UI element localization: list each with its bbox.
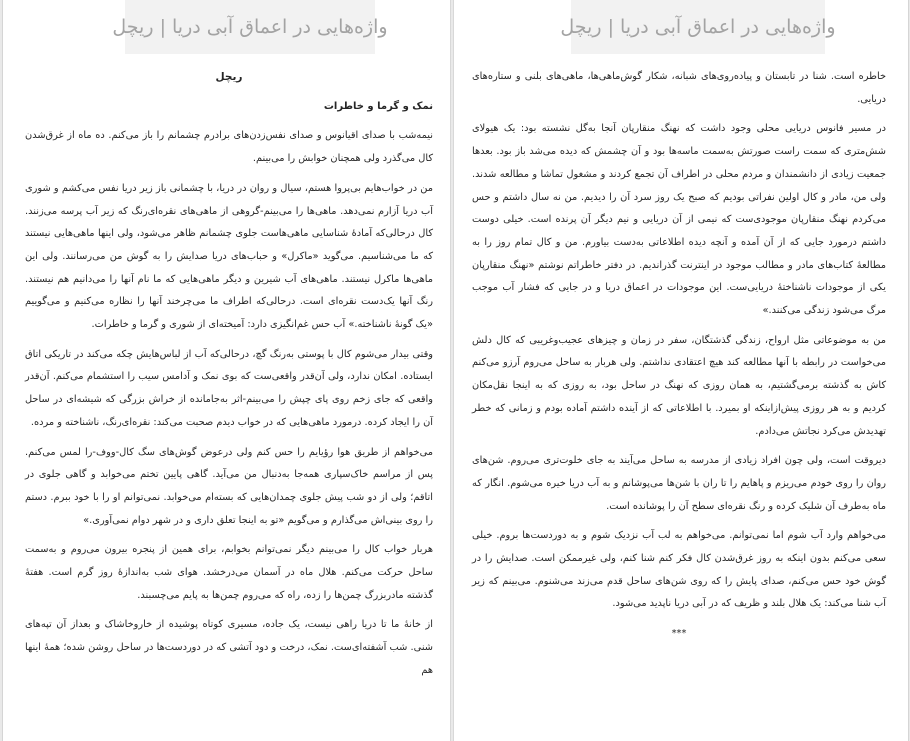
right-page (454, 0, 909, 741)
paragraph: هربار خواب کال را می‌بینم دیگر نمی‌توانم بخوابم، برای همین از پنجره بیرون می‌روم و به‌سمت ساحل حرکت می‌کنم. هلال ماه در آسمان می‌درخشد. هوای شب به‌اندازهٔ روز گرم است. هفتهٔ گذشته مادربزرگ چمن‌ها را زده، راه که می‌روم چمن‌ها به پایم می‌چسبند. (25, 544, 433, 601)
paragraph: وقتی بیدار می‌شوم کال با پوستی به‌رنگ گچ، درحالی‌که آب از لباس‌هایش چکه می‌کند در تاریکی اتاق ایستاده. امکان ندارد، ولی آن‌قدر واقعی‌ست که بوی نمک و آدامس سیب را استشمام می‌کنم. آن‌قدر واقعی که جای زخم روی پای چپش را می‌بینم-اثر به‌جامانده از خراش بزرگی که شیشه‌ای در ساحل آن را ایجاد کرده. درمورد ماهی‌هایی که در خواب دیدم صحبت می‌کند: نقره‌ای‌رنگ، ناشناخته و مرده. (25, 348, 433, 428)
left-page (2, 0, 451, 741)
section-title: نمک و گرما و خاطرات (323, 100, 433, 112)
paragraph: دیروقت است، ولی چون افراد زیادی از مدرسه به ساحل می‌آیند به جای خلوت‌تری می‌روم. شن‌های روان را روی خودم می‌ریزم و پاهایم را تا ران با شن‌ها می‌پوشانم و به آب دریا خیره می‌شوم. انگار که ماه به‌طرف آن شلیک کرده و رنگ نقره‌ای سطح آن را پوشانده است. (472, 455, 886, 512)
paragraph: می‌خواهم وارد آب شوم اما نمی‌توانم. می‌خواهم به لب آب نزدیک شوم و به دوردست‌ها بروم. خیلی سعی می‌کنم بدون اینکه به روز غرق‌شدن کال فکر کنم شنا کنم، ولی غیرممکن است. صدایش را در گوش خود حس می‌کنم، صدای پایش را که روی شن‌های ساحل قدم می‌زند می‌شنوم. می‌بینم که زیر آب شنا می‌کند: یک هلال بلند و ظریف که در آبی دریا ناپدید می‌شود. (472, 530, 886, 610)
paragraph: در مسیر فانوس دریایی محلی وجود داشت که نهنگ منقارپان آنجا به‌گل نشسته بود: یک هیولای شش‌متری که سمت راست صورتش به‌سمت ماسه‌ها بود و آن چشمش که دیده می‌شد باز بود. بعدها جمعیت زیادی از دانشمندان و مردم محلی در اطراف آن تجمع کردند و مشغول تماشا و مطالعه شدند. ولی من، مادر و کال اولین نفراتی بودیم که صبح یک روز سرد آن را دیدیم. من نه سال داشتم و حس می‌کردم نهنگ منقارپان موجودی‌ست که نیمی از آن دریایی و نیم دیگر آن پرنده است. خیلی دوست داشتم درمورد جایی که از آن آمده و آنچه دیده اطلاعاتی به‌دست بیاورم. من و کال تمام روز را به مطالعهٔ کتاب‌های مادر و مطالب موجود در اینترنت گذراندیم. در دفتر خاطراتم نوشتم «نهنگ منقارپان یکی از موجودات ناشناختهٔ دریایی‌ست. این موجودات در اعماق دریا و در جایی که فشار آب موجب مرگ می‌شود زندگی می‌کنند.» (472, 123, 886, 317)
paragraph: نیمه‌شب با صدای اقیانوس و صدای نفس‌زدن‌های برادرم چشمانم را باز می‌کنم. ده ماه از غرق‌شدن کال می‌گذرد ولی همچنان خوابش را می‌بینم. (25, 130, 433, 165)
running-header: واژه‌هایی در اعماق آبی دریا | ریچل (125, 0, 375, 54)
paragraph: از خانهٔ ما تا دریا راهی نیست، یک جاده، مسیری کوتاه پوشیده از خاروخاشاک و بعداز آن تپه‌های شنی. شب آشفته‌ای‌ست. نمک، درخت و دود آتشی که در دوردست‌ها در ساحل روشن شده؛ همهٔ اینها هم (25, 619, 433, 676)
page-body (25, 66, 433, 690)
page-body (472, 66, 886, 653)
running-header: واژه‌هایی در اعماق آبی دریا | ریچل (571, 0, 825, 54)
paragraph: من به موضوعاتی مثل ارواح، زندگی گذشتگان، سفر در زمان و چیزهای عجیب‌وغریبی که کال دلش می‌خواست در رابطه با آنها مطالعه کند هیچ اعتقادی نداشتم. ولی هربار به ساحل می‌روم آرزو می‌کنم کاش به گذشته برمی‌گشتیم، به همان روزی که نهنگ در ساحل بود، به روزی که به اینجا نقل‌مکان کردیم و به هر روزی پیش‌ازاینکه او بمیرد. با اطلاعاتی که از آینده داشتم آماده بودم و زمانی که خطر تهدیدش می‌کرد نجاتش می‌دادم. (472, 334, 886, 437)
paragraph: می‌خواهم از طریق هوا رؤیایم را حس کنم ولی درعوض گوش‌های سگ کال-ووف-را لمس می‌کنم. پس از مراسم خاک‌سپاری همه‌جا به‌دنبال من می‌آید. گاهی پایین تختم می‌خوابد و گاهی جلوی در اتاقم؛ ولی از دو شب پیش جلوی چمدان‌هایی که بسته‌ام می‌خوابد. نمی‌توانم او را با خود ببرم. دستم را روی بینی‌اش می‌گذارم و می‌گویم «تو به اینجا تعلق داری و در شهر دوام نمی‌آوری.» (25, 446, 433, 526)
chapter-title: ریچل (215, 71, 243, 83)
paragraph: خاطره است. شنا در تابستان و پیاده‌روی‌های شبانه، شکار گوش‌ماهی‌ها، ماهی‌های بلنی و ستاره‌های دریایی. (472, 71, 886, 105)
scene-separator: *** (671, 628, 687, 640)
paragraph: من در خواب‌هایم بی‌پروا هستم، سیال و روان در دریا، با چشمانی باز زیر دریا نفس می‌کشم و شوری آب دریا آزارم نمی‌دهد. ماهی‌ها را می‌بینم-گروهی از ماهی‌های نقره‌ای‌رنگ که زیر آب پرسه می‌زنند. کال درحالی‌که آماده‌ٔ شناسایی ماهی‌هاست جلوی چشمانم ظاهر می‌شود، ولی اینها ماهی‌هایی نیستند که ما می‌شناسیم. می‌گوید «ماکرل» و حباب‌های دریا صدایش را به گوش من می‌رسانند. ولی این ماهی‌ها ماکرل نیستند. ماهی‌های آب شیرین و دیگر ماهی‌هایی که ما نام آنها را می‌دانیم هم نیستند. رنگ آنها یک‌دست نقره‌ای است. درحالی‌که اطراف ما می‌چرخند آنها را نظاره می‌کنیم و می‌گوییم «یک گونه‌ٔ ناشناخته.» آب حس غم‌انگیزی دارد: آمیخته‌ای از شوری و گرما و خاطرات. (25, 182, 433, 331)
